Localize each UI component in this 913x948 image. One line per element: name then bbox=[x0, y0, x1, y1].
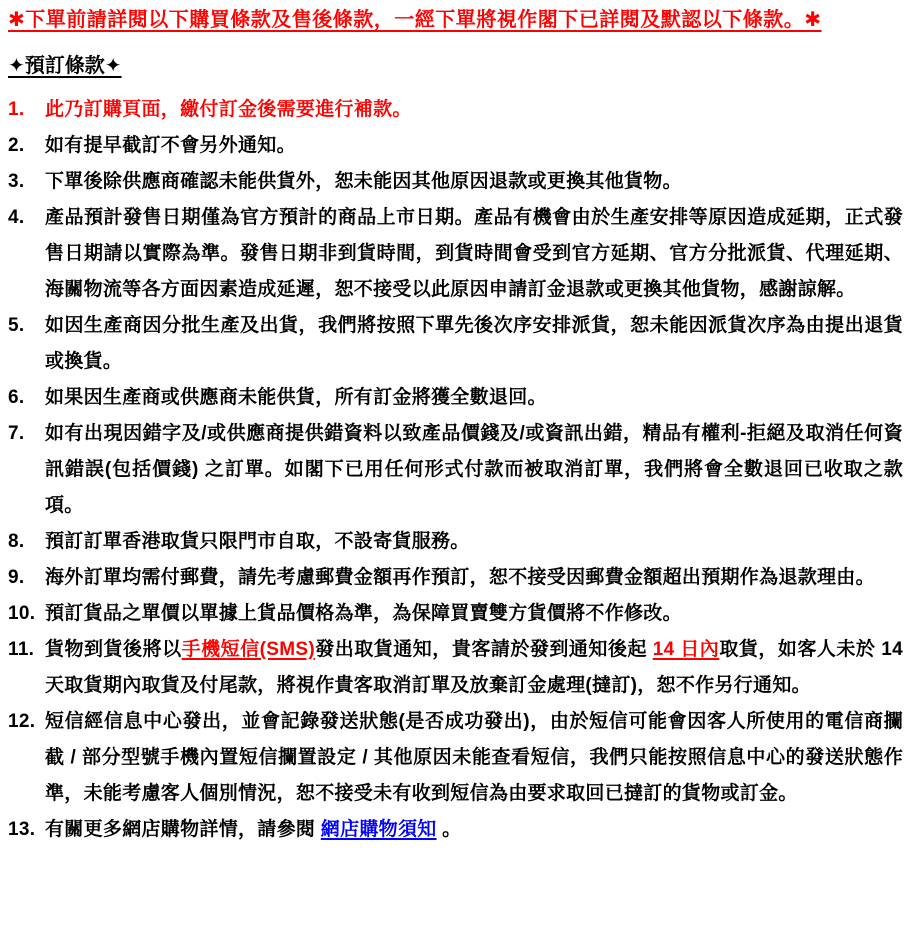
term-text bbox=[45, 416, 903, 524]
text-segment: 此乃訂購頁面，繳付訂金後需要進行補款。 bbox=[45, 99, 412, 120]
text-segment: 如有出現因錯字及/或供應商提供錯資料以致產品價錢及/或資訊出錯，精品有權利-拒絕及取消任何資訊錯誤(包括價錢) 之訂單。如閣下已用任何形式付款而被取消訂單，我們將會全數退回已收取之款項。 bbox=[45, 423, 903, 516]
term-number: 4. bbox=[8, 207, 25, 228]
term-number: 13. bbox=[8, 819, 36, 840]
term-text bbox=[45, 200, 903, 308]
term-text bbox=[45, 524, 903, 560]
term-text bbox=[45, 92, 903, 128]
term-number: 9. bbox=[8, 567, 25, 588]
text-segment: 有關更多網店購物詳情，請參閱 bbox=[45, 819, 321, 840]
term-number: 11. bbox=[8, 639, 35, 660]
red-highlight-segment: 手機短信(SMS) bbox=[181, 639, 315, 660]
term-item-1 bbox=[8, 92, 903, 128]
term-text bbox=[45, 632, 903, 704]
term-number: 10. bbox=[8, 603, 36, 624]
preorder-terms-heading: ✦預訂條款✦ bbox=[8, 55, 122, 77]
text-segment: 海外訂單均需付郵費，請先考慮郵費金額再作預訂，恕不接受因郵費金額超出預期作為退款理由。 bbox=[45, 567, 875, 588]
term-item-7 bbox=[8, 416, 903, 524]
term-text bbox=[45, 560, 903, 596]
term-number: 7. bbox=[8, 423, 25, 444]
text-segment: 產品預計發售日期僅為官方預計的商品上市日期。產品有機會由於生產安排等原因造成延期，正式發售日期請以實際為準。發售日期非到貨時間，到貨時間會受到官方延期、官方分批派貨、代理延期、海關物流等各方面因素造成延遲，恕不接受以此原因申請訂金退款或更換其他貨物，感謝諒解。 bbox=[45, 207, 903, 300]
text-segment: 貨物到貨後將以 bbox=[45, 639, 182, 660]
text-segment: 如有提早截訂不會另外通知。 bbox=[45, 135, 296, 156]
term-text bbox=[45, 128, 903, 164]
text-segment: 預訂訂單香港取貨只限門市自取，不設寄貨服務。 bbox=[45, 531, 470, 552]
term-text bbox=[45, 164, 903, 200]
text-segment: 預訂貨品之單價以單據上貨品價格為準，為保障買賣雙方貨價將不作修改。 bbox=[45, 603, 682, 624]
term-number: 3. bbox=[8, 171, 25, 192]
term-number: 6. bbox=[8, 387, 25, 408]
red-highlight-segment: 14 日內 bbox=[652, 639, 720, 660]
term-text bbox=[45, 596, 903, 632]
term-text bbox=[45, 704, 903, 812]
text-segment: 。 bbox=[436, 819, 462, 840]
term-item-11 bbox=[8, 632, 903, 704]
term-text bbox=[45, 812, 903, 848]
term-item-5 bbox=[8, 308, 903, 380]
term-number: 2. bbox=[8, 135, 25, 156]
term-item-10 bbox=[8, 596, 903, 632]
term-item-9 bbox=[8, 560, 903, 596]
term-item-4 bbox=[8, 200, 903, 308]
text-segment: 如因生產商因分批生產及出貨，我們將按照下單先後次序安排派貨，恕未能因派貨次序為由提出退貨或換貨。 bbox=[45, 315, 903, 372]
term-number: 1. bbox=[8, 99, 25, 120]
text-segment: 下單後除供應商確認未能供貨外，恕未能因其他原因退款或更換其他貨物。 bbox=[45, 171, 682, 192]
term-text bbox=[45, 308, 903, 380]
text-segment: 如果因生產商或供應商未能供貨，所有訂金將獲全數退回。 bbox=[45, 387, 547, 408]
shop-notice-link[interactable]: 網店購物須知 bbox=[320, 819, 437, 840]
term-item-13 bbox=[8, 812, 903, 848]
term-item-2 bbox=[8, 128, 903, 164]
term-number: 12. bbox=[8, 711, 36, 732]
term-number: 8. bbox=[8, 531, 25, 552]
term-text bbox=[45, 380, 903, 416]
purchase-warning-title: ✱下單前請詳閱以下購買條款及售後條款，一經下單將視作閣下已詳閱及默認以下條款。✱ bbox=[8, 9, 822, 31]
term-item-6 bbox=[8, 380, 903, 416]
text-segment: 發出取貨通知，貴客請於發到通知後起 bbox=[315, 639, 653, 660]
text-segment: 短信經信息中心發出，並會記錄發送狀態(是否成功發出)，由於短信可能會因客人所使用的電信商攔截 / 部分型號手機內置短信攔置設定 / 其他原因未能查看短信，我們只能按照信息中心的發送狀態作準，未能考慮客人個別情況，恕不接受未有收到短信為由要求取回已撻訂的貨物或訂金。 bbox=[45, 711, 903, 804]
terms-list bbox=[8, 92, 903, 848]
term-item-8 bbox=[8, 524, 903, 560]
term-item-12 bbox=[8, 704, 903, 812]
text-segment: 取貨，如客人未於 14 天取貨期內取貨及付尾款，將視作貴客取消訂單及放棄訂金處理(撻訂)，恕不作另行通知。 bbox=[45, 639, 903, 696]
term-number: 5. bbox=[8, 315, 25, 336]
term-item-3 bbox=[8, 164, 903, 200]
